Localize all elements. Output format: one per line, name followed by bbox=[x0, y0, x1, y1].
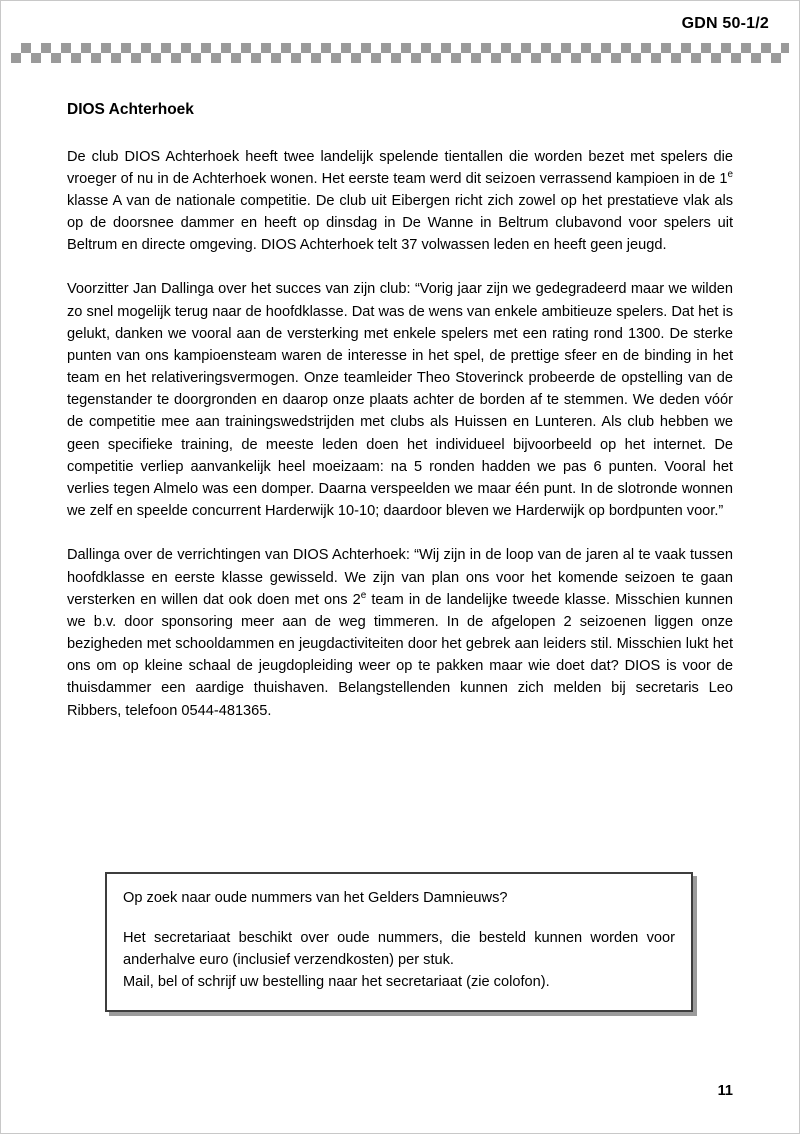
page-header bbox=[1, 1, 799, 67]
callout-body-line2: Mail, bel of schrijf uw bestelling naar het secretariaat (zie colofon). bbox=[123, 973, 550, 990]
page-number: 11 bbox=[717, 1083, 733, 1099]
callout-box bbox=[105, 872, 693, 1012]
checkerboard-divider bbox=[11, 43, 789, 63]
paragraph-quote-future: Dallinga over de verrichtingen van DIOS Achterhoek: “Wij zijn in de loop van de jaren al te vaak tussen hoofdklasse en eerste klasse gewisseld. We zijn van plan ons voor het komende seizoen te gaan versterken en willen dat ook doen met ons 2e team in de landelijke tweede klasse. Misschien kunnen we b.v. door sponsoring meer aan de weg timmeren. In de afgelopen 2 seizoenen liggen onze bezigheden met schooldammen en jeugdactiviteiten door het gebrek aan leiders stil. Misschien lukt het ons om op kleine schaal de jeugdopleiding weer op te pakken maar wie doet dat? DIOS is voor de thuisdammer een aardige thuishaven. Belangstellenden kunnen zich melden bij secretaris Leo Ribbers, telefoon 0544-481365. bbox=[67, 547, 733, 719]
issue-label: GDN 50-1/2 bbox=[681, 15, 769, 32]
callout-body: Het secretariaat beschikt over oude nummers, die besteld kunnen worden voor anderhalve euro (inclusief verzendkosten) per stuk. bbox=[123, 929, 675, 968]
paragraph-quote-success: Voorzitter Jan Dallinga over het succes van zijn club: “Vorig jaar zijn we gedegradeerd maar we wilden zo snel mogelijk terug naar de hoofdklasse. Dat was de wens van enkele ambitieuze spelers. Dat het is gelukt, danken we vooral aan de versterking met enkele spelers met een rating rond 1300. De sterke punten van ons kampioensteam waren de interesse in het spel, de prettige sfeer en de binding in het team en het relativeringsvermogen. Onze teamleider Theo Stoverinck probeerde de opstelling van de tegenstander te doorgronden en daarop onze plaats achter de borden af te stemmen. We deden vóór de competitie mee aan trainingswedstrijden met clubs als Huissen en Lunteren. Als club hebben we geen specifieke training, de meeste leden doen het individueel bijvoorbeeld op het internet. De competitie verliep aanvankelijk heel moeizaam: na 5 ronden hadden we pas 6 punten. Vooral het verlies tegen Almelo was een domper. Daarna verspeelden we maar één punt. In de slotronde wonnen we zelf en speelde concurrent Harderwijk 10-10; daardoor bleven we Harderwijk op bordpunten voor.” bbox=[67, 281, 733, 520]
article-body bbox=[67, 101, 733, 722]
page-title: DIOS Achterhoek bbox=[67, 101, 194, 118]
callout-question: Op zoek naar oude nummers van het Gelders Damnieuws? bbox=[123, 890, 508, 906]
paragraph-intro: De club DIOS Achterhoek heeft twee landelijk spelende tientallen die worden bezet met spelers die vroeger of nu in de Achterhoek wonen. Het eerste team werd dit seizoen verrassend kampioen in de 1e klasse A van de nationale competitie. De club uit Eibergen richt zich zowel op het prestatieve vlak als op de doorsnee dammer en heeft op dinsdag in De Wanne in Beltrum clubavond voor spelers uit Beltrum en directe omgeving. DIOS Achterhoek telt 37 volwassen leden en heeft geen jeugd. bbox=[67, 148, 733, 254]
